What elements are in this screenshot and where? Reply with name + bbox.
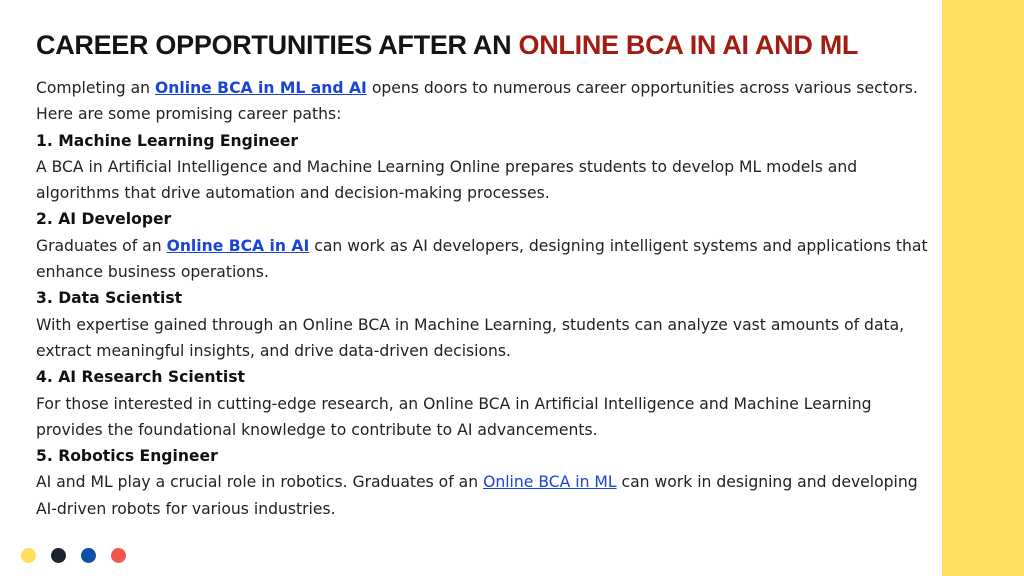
career-text-2-after: can work as AI developers, designing intelligent systems and applications that enhance business operations. [36,236,928,282]
title-highlight: ONLINE BCA IN AI AND ML [518,30,859,60]
career-heading-3: 3. Data Scientist [36,289,183,308]
career-text-4: For those interested in cutting-edge research, an Online BCA in Artificial Intelligence and Machine Learning provides the foundational knowledge to contribute to AI advancements. [36,394,872,439]
career-text-5-before: AI and ML play a crucial role in robotics. Graduates of an [36,473,484,492]
career-heading-5: 5. Robotics Engineer [36,447,218,466]
career-heading-2: 2. AI Developer [36,210,172,229]
online-bca-ai-link[interactable]: Online BCA in AI [166,236,310,255]
career-heading-4: 4. AI Research Scientist [36,368,245,387]
career-text-1: A BCA in Artificial Intelligence and Machine Learning Online prepares students to develop ML models and algorithms that drive automation and decision-making processes. [36,157,858,203]
intro-before: Completing an [36,79,156,97]
intro-after: opens doors to numerous career opportunities across various sectors. Here are some promising career paths: [36,79,918,124]
slide-content [36,29,940,522]
online-bca-ml-link[interactable]: Online BCA in ML [483,473,617,492]
online-bca-ml-ai-link[interactable]: Online BCA in ML and AI [155,79,367,97]
navy-dot-icon [51,548,66,563]
title-prefix: CAREER OPPORTUNITIES AFTER AN [36,30,519,60]
yellow-side-bar [942,0,1024,576]
career-heading-1: 1. Machine Learning Engineer [36,131,299,150]
career-text-3: With expertise gained through an Online BCA in Machine Learning, students can analyze vast amounts of data, extract meaningful insights, and drive data-driven decisions. [36,315,905,360]
career-text-2 [36,233,940,286]
body-text [36,75,940,522]
career-text-5-after: can work in designing and developing AI-driven robots for various industries. [36,473,918,518]
blue-dot-icon [81,548,96,563]
career-text-5 [36,469,940,522]
slide-title [36,29,940,61]
red-dot-icon [111,548,126,563]
intro-paragraph [36,75,940,128]
decorative-dots [21,548,126,563]
career-text-2-before: Graduates of an [36,236,167,255]
yellow-dot-icon [21,548,36,563]
